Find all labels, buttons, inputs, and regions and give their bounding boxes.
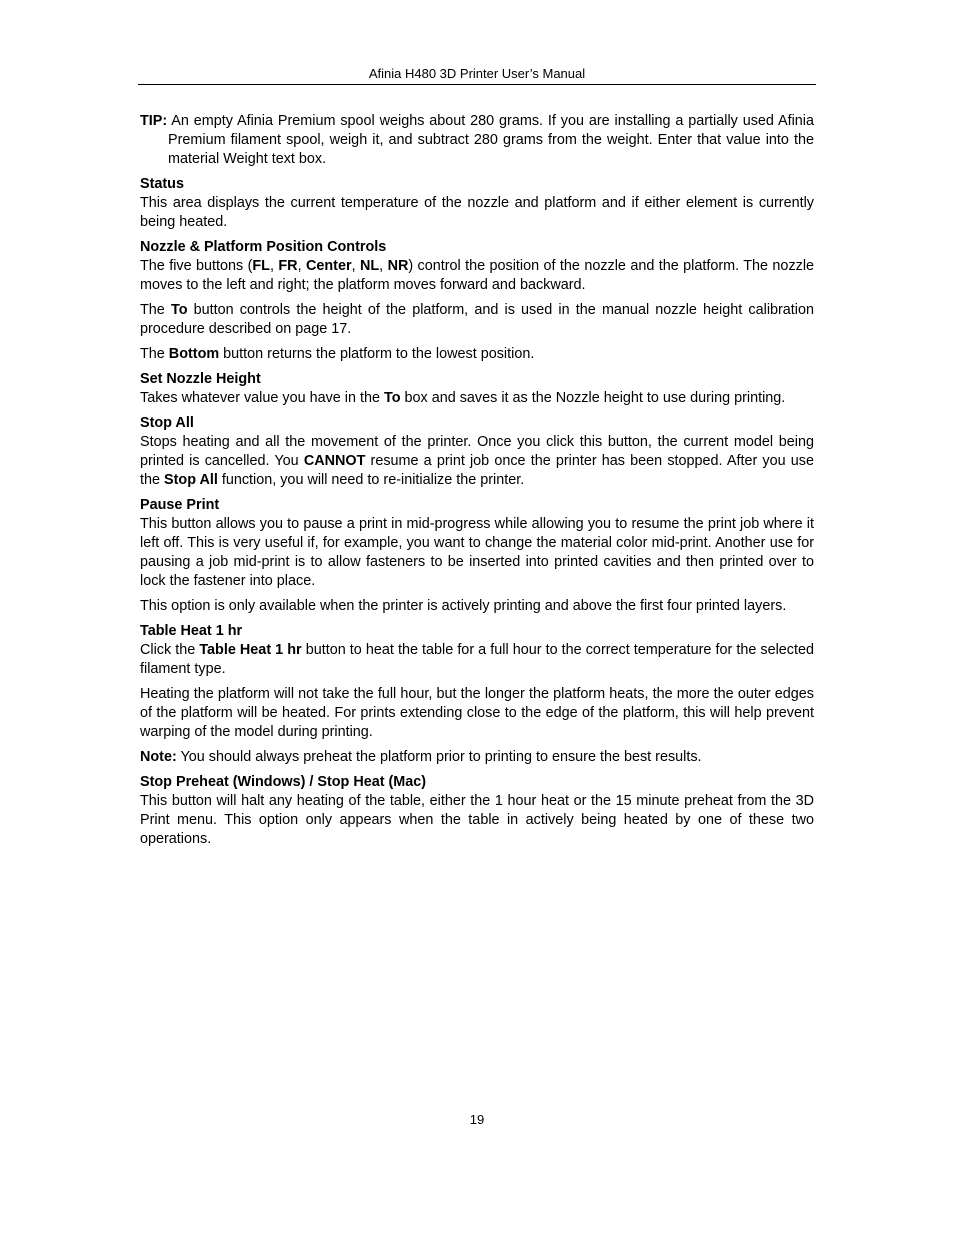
note-paragraph xyxy=(140,748,814,767)
to-box-name: To xyxy=(384,390,401,406)
nr-button-name: NR xyxy=(387,258,409,274)
set-nozzle-height-paragraph: Takes whatever value you have in the To box and saves it as the Nozzle height to use during printing. xyxy=(140,390,786,406)
center-button-name: Center xyxy=(305,258,352,274)
position-controls-paragraph-2: The To button controls the height of the platform, and is used in the manual nozzle height calibration procedure described on page 17. xyxy=(140,302,815,337)
stop-all-function-name: Stop All xyxy=(164,472,218,488)
set-nozzle-height-heading: Set Nozzle Height xyxy=(140,371,261,387)
position-controls-paragraph-3: The Bottom button returns the platform to the lowest position. xyxy=(140,346,535,362)
running-header: Afinia H480 3D Printer User’s Manual xyxy=(368,66,586,81)
to-button-name: To xyxy=(170,302,188,318)
tip-text: An empty Afinia Premium spool weighs about 280 grams. If you are installing a partially used Afinia Premium filament spool, weigh it, and subtract 280 grams from the weight. Enter that value into the material Weight text box. xyxy=(167,113,814,167)
fl-button-name: FL xyxy=(252,258,270,274)
tip-label: TIP: xyxy=(140,113,168,129)
tip-paragraph xyxy=(140,112,814,169)
position-controls-heading: Nozzle & Platform Position Controls xyxy=(140,239,387,255)
stop-preheat-heading: Stop Preheat (Windows) / Stop Heat (Mac) xyxy=(140,774,427,790)
stop-all-paragraph: Stops heating and all the movement of the printer. Once you click this button, the current model being printed is cancelled. You CANNOT resume a print job once the printer has been stopped. After you use the Stop All function, you will need to re-initialize the printer. xyxy=(140,434,814,488)
stop-preheat-paragraph: This button will halt any heating of the table, either the 1 hour heat or the 15 minute preheat from the 3D Print menu. This option only appears when the table in actively being heated by one of these two operations. xyxy=(140,793,814,847)
stop-all-heading: Stop All xyxy=(140,415,194,431)
pause-print-heading: Pause Print xyxy=(140,497,220,513)
bottom-button-name: Bottom xyxy=(168,346,220,362)
fr-button-name: FR xyxy=(278,258,298,274)
pause-print-paragraph-1: This button allows you to pause a print in mid-progress while allowing you to resume the print job where it left off. This is very useful if, for example, you want to change the material color mid-print. Another use for pausing a job mid-print is to allow fasteners to be inserted into printed cavities and then printed over to lock the fastener into place. xyxy=(140,516,814,589)
table-heat-paragraph-2: Heating the platform will not take the full hour, but the longer the platform heats, the more the outer edges of the platform will be heated. For prints extending close to the edge of the platform, this will help prevent warping of the model during printing. xyxy=(140,686,814,740)
header-rule xyxy=(138,84,816,85)
page-number: 19 xyxy=(469,1112,485,1127)
note-text: You should always preheat the platform prior to printing to ensure the best results. xyxy=(176,749,702,765)
nl-button-name: NL xyxy=(359,258,380,274)
position-controls-paragraph-1: The five buttons (FL, FR, Center, NL, NR) control the position of the nozzle and the platform. The nozzle moves to the left and right; the platform moves forward and backward. xyxy=(140,258,815,293)
page-body xyxy=(140,112,814,855)
table-heat-button-name: Table Heat 1 hr xyxy=(199,642,302,658)
cannot-emphasis: CANNOT xyxy=(303,453,366,469)
pause-print-paragraph-2: This option is only available when the printer is actively printing and above the first four printed layers. xyxy=(140,598,787,614)
note-label: Note: xyxy=(140,749,177,765)
status-paragraph: This area displays the current temperature of the nozzle and platform and if either element is currently being heated. xyxy=(140,195,814,230)
status-heading: Status xyxy=(140,176,184,192)
table-heat-heading: Table Heat 1 hr xyxy=(140,623,243,639)
table-heat-paragraph-1: Click the Table Heat 1 hr button to heat the table for a full hour to the correct temperature for the selected filament type. xyxy=(140,642,814,677)
